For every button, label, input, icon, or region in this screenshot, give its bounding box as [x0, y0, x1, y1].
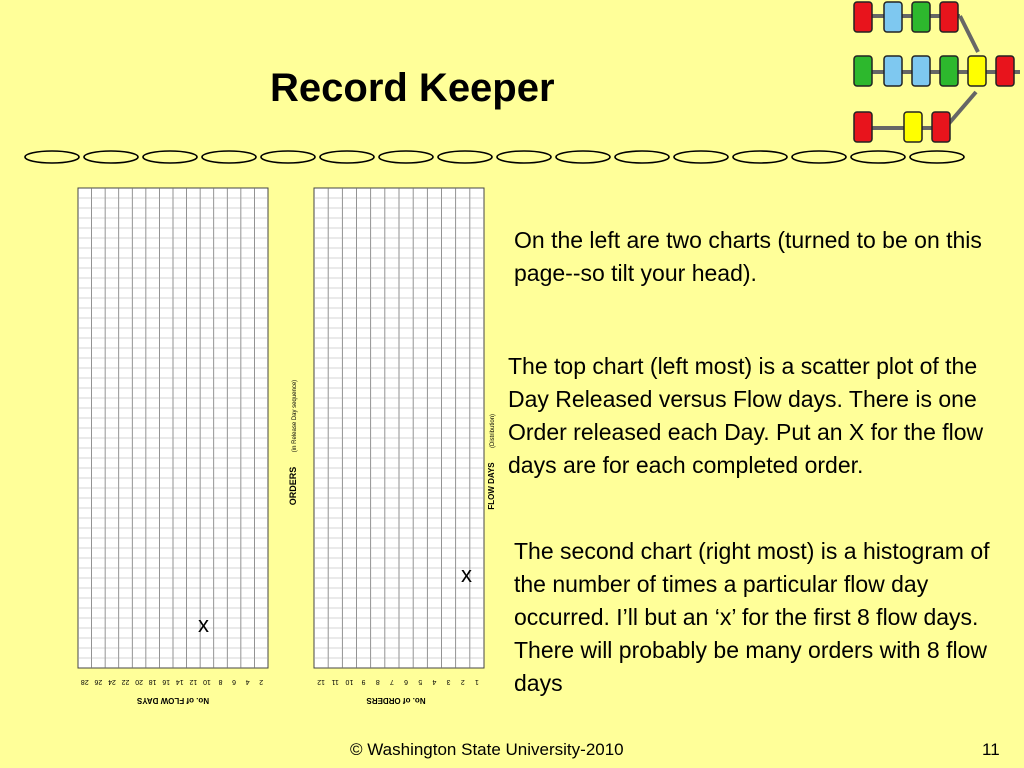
axis-tick-label: 18 [148, 678, 157, 685]
chain-link-icon [910, 151, 964, 163]
axis-tick-label: 6 [404, 678, 409, 685]
axis-tick-label: 1 [474, 678, 479, 685]
axis-tick-label: 5 [418, 678, 423, 685]
left-chart-axis-label: ORDERS [288, 466, 298, 506]
chain-link-icon [792, 151, 846, 163]
axis-tick-label: 12 [317, 678, 325, 685]
axis-tick-label: 6 [232, 678, 237, 685]
chain-divider-icon [24, 145, 976, 169]
chain-link-icon [674, 151, 728, 163]
axis-tick-label: 8 [375, 678, 380, 685]
axis-tick-label: 12 [189, 678, 198, 685]
right-chart-axis-sublabel: (Distribution) [490, 413, 496, 449]
axis-tick-label: 3 [446, 678, 451, 685]
chain-link-icon [320, 151, 374, 163]
chain-link-icon [202, 151, 256, 163]
axis-tick-label: 10 [345, 678, 354, 685]
axis-tick-label: 4 [432, 678, 437, 685]
chain-link-icon [25, 151, 79, 163]
histogram-x-mark: x [461, 562, 472, 587]
axis-tick-label: 2 [259, 678, 264, 685]
scatter-chart-sheet [68, 186, 298, 706]
chain-link-icon [556, 151, 610, 163]
slide-number: 11 [982, 740, 1000, 759]
chain-link-icon [497, 151, 551, 163]
workflow-logo-icon [850, 0, 1024, 150]
right-chart-axis-label: FLOW DAYS [487, 462, 496, 510]
chain-link-icon [143, 151, 197, 163]
axis-tick-label: 4 [245, 678, 250, 685]
chain-link-icon [615, 151, 669, 163]
scatter-description-paragraph: The top chart (left most) is a scatter plot of the Day Released versus Flow days. There is one Order released each Day. Put an X for the flow days are for each completed order. [508, 353, 984, 478]
intro-paragraph: On the left are two charts (turned to be on this page--so tilt your head). [514, 227, 982, 286]
chain-link-icon [733, 151, 787, 163]
chain-link-icon [84, 151, 138, 163]
axis-tick-label: 7 [389, 678, 394, 685]
axis-tick-label: 10 [203, 678, 211, 685]
histogram-chart-sheet [306, 186, 506, 706]
footer-copyright: © Washington State University-2010 [350, 740, 624, 759]
histogram-description-paragraph: The second chart (right most) is a histogram of the number of times a particular flow day occurred. I’ll but an ‘x’ for the first 8 flow days. There will probably be many orders with 8 flow days [514, 538, 990, 696]
left-chart-axis-sublabel: (in Release Day sequence) [292, 379, 298, 453]
chain-link-icon [851, 151, 905, 163]
axis-tick-label: 22 [121, 678, 130, 685]
axis-tick-label: 9 [361, 678, 366, 685]
axis-tick-label: 14 [175, 678, 184, 685]
axis-tick-label: 2 [460, 678, 465, 685]
slide-title: Record Keeper [270, 66, 555, 110]
axis-tick-label: 26 [94, 678, 103, 685]
axis-tick-label: 16 [162, 678, 171, 685]
right-chart-bottom-label: No. of ORDERS [366, 696, 426, 705]
axis-tick-label: 24 [108, 678, 116, 685]
axis-tick-label: 11 [331, 678, 339, 685]
axis-tick-label: 28 [80, 678, 89, 685]
axis-tick-label: 8 [218, 678, 223, 685]
left-chart-bottom-label: No. of FLOW DAYS [136, 696, 210, 705]
chain-link-icon [261, 151, 315, 163]
flow-day-x-mark: x [198, 612, 209, 637]
axis-tick-label: 20 [135, 678, 143, 685]
chain-link-icon [438, 151, 492, 163]
chain-link-icon [379, 151, 433, 163]
